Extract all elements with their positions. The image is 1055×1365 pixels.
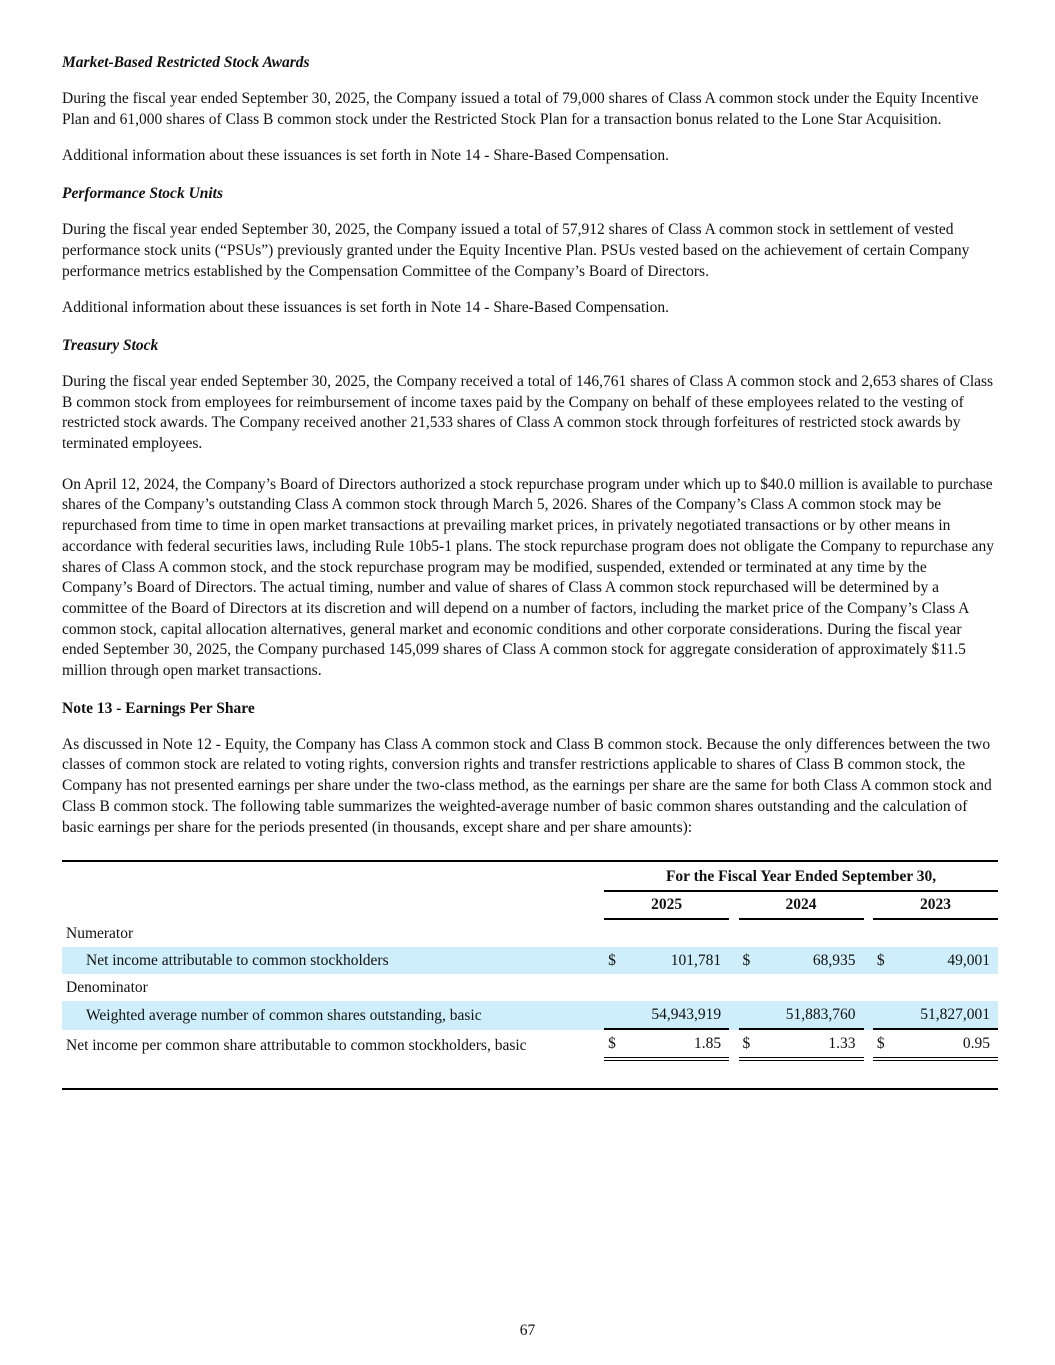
value-2023: 51,827,001 bbox=[873, 1001, 998, 1030]
eps-table bbox=[62, 860, 998, 1090]
value-2024: 51,883,760 bbox=[739, 1001, 864, 1030]
row-label: Weighted average number of common shares outstanding, basic bbox=[62, 1001, 604, 1030]
currency-symbol: $ bbox=[604, 947, 629, 974]
heading-note-13: Note 13 - Earnings Per Share bbox=[62, 699, 255, 717]
row-label: Net income attributable to common stockholders bbox=[62, 947, 604, 974]
value-2024: 1.33 bbox=[828, 1035, 856, 1053]
paragraph-treasury-1: During the fiscal year ended September 30, 2025, the Company received a total of 146,761 shares of Class A common stock and 2,653 shares of Class B common stock from employees for reimbursement of income taxes paid by the Company on behalf of these employees related to the vesting of restricted stock awards. The Company received another 21,533 shares of Class A common stock through forfeitures of restricted stock awards by terminated employees. bbox=[62, 372, 994, 453]
currency-symbol: $ bbox=[873, 947, 898, 974]
table-header-span: For the Fiscal Year Ended September 30, bbox=[604, 864, 998, 892]
page-number: 67 bbox=[519, 1322, 536, 1339]
currency-symbol: $ bbox=[608, 1035, 616, 1053]
row-label: Net income per common share attributable to common stockholders, basic bbox=[66, 1037, 527, 1055]
column-header-2024: 2024 bbox=[739, 892, 864, 920]
currency-symbol: $ bbox=[876, 1035, 885, 1053]
paragraph-treasury-2: On April 12, 2024, the Company’s Board of Directors authorized a stock repurchase program under which up to $40.0 million is available to purchase shares of the Company’s outstanding Class A common stock through March 5, 2026. Shares of the Company’s Class A common stock may be repurchased from time to time in open market transactions at prevailing market prices, in privately negotiated transactions or by other means in accordance with federal securities laws, including Rule 10b5-1 plans. The stock repurchase program does not obligate the Company to repurchase any shares of Class A common stock, and the stock repurchase program may be modified, suspended, extended or terminated at any time by the Company’s Board of Directors. The actual timing, number and value of shares of Class A common stock repurchased will be determined by a committee of the Board of Directors at its discretion and will depend on a number of factors, including the market price of the Company’s Class A common stock, capital allocation alternatives, general market and economic conditions and other corporate considerations. During the fiscal year ended September 30, 2025, the Company purchased 145,099 shares of Class A common stock for aggregate consideration of approximately $11.5 million through open market transactions. bbox=[62, 475, 994, 680]
value-2025: 54,943,919 bbox=[604, 1001, 729, 1030]
table-header-years-row bbox=[62, 892, 998, 920]
value-2023: 0.95 bbox=[962, 1035, 990, 1053]
paragraph-psu-1: During the fiscal year ended September 30, 2025, the Company issued a total of 57,912 shares of Class A common stock in settlement of vested performance stock units (“PSUs”) previously granted under the Equity Incentive Plan. PSUs vested based on the achievement of certain Company performance metrics established by the Compensation Committee of the Company’s Board of Directors. bbox=[62, 221, 970, 280]
value-2024: 68,935 bbox=[764, 947, 864, 974]
value-2025: 1.85 bbox=[694, 1035, 722, 1053]
table-row-weighted-avg-shares bbox=[62, 1001, 998, 1030]
value-2023: 49,001 bbox=[898, 947, 998, 974]
column-header-2023: 2023 bbox=[873, 892, 998, 920]
row-label: Denominator bbox=[66, 979, 148, 997]
document-page bbox=[62, 52, 998, 1090]
table-bottom-rule bbox=[62, 1061, 998, 1089]
paragraph-psu-2: Additional information about these issuances is set forth in Note 14 - Share-Based Compensation. bbox=[62, 299, 669, 317]
heading-treasury-stock: Treasury Stock bbox=[62, 336, 159, 354]
table-row-denominator bbox=[62, 974, 998, 1001]
heading-psu: Performance Stock Units bbox=[62, 185, 224, 203]
column-header-2025: 2025 bbox=[604, 892, 729, 920]
paragraph-market-based-2: Additional information about these issuances is set forth in Note 14 - Share-Based Compensation. bbox=[62, 147, 669, 165]
heading-market-based-rsa: Market-Based Restricted Stock Awards bbox=[62, 54, 310, 71]
table-header-span-row bbox=[62, 861, 998, 892]
currency-symbol: $ bbox=[742, 1035, 751, 1053]
table-row-eps-basic bbox=[62, 1030, 998, 1061]
paragraph-note-13: As discussed in Note 12 - Equity, the Company has Class A common stock and Class B common stock. Because the only differences between the two classes of common stock are related to voting rights, conversion rights and transfer restrictions applicable to shares of Class B common stock, the Company has not presented earnings per share under the two-class method, as the earnings per share are the same for both Class A common stock and Class B common stock. The following table summarizes the weighted-average number of basic common shares outstanding and the calculation of basic earnings per share for the periods presented (in thousands, except share and per share amounts): bbox=[62, 735, 992, 836]
value-2025: 101,781 bbox=[629, 947, 729, 974]
table-row-numerator bbox=[62, 920, 998, 947]
table-row-net-income bbox=[62, 947, 998, 974]
paragraph-market-based-1: During the fiscal year ended September 30, 2025, the Company issued a total of 79,000 shares of Class A common stock under the Equity Incentive Plan and 61,000 shares of Class B common stock under the Restricted Stock Plan for a transaction bonus related to the Lone Star Acquisition. bbox=[62, 90, 979, 128]
row-label: Numerator bbox=[66, 925, 134, 943]
currency-symbol: $ bbox=[739, 947, 764, 974]
